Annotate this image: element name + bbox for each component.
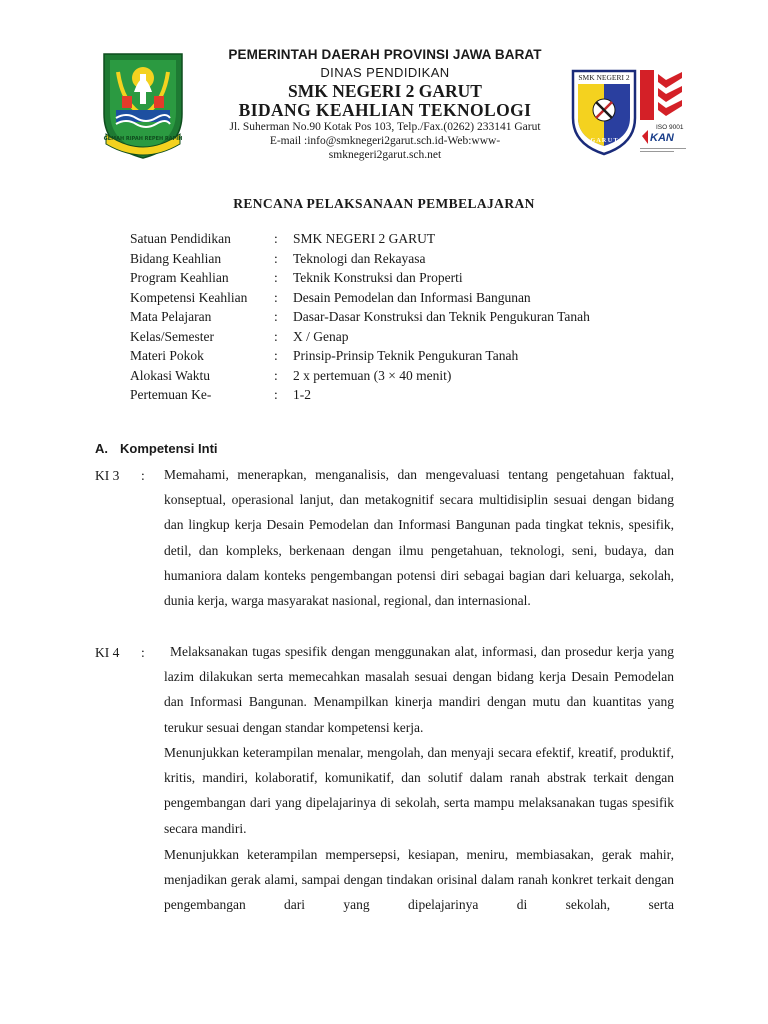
section-heading <box>95 441 218 456</box>
emblem-motto: GEMAH RIPAH REPEH RAPIH <box>103 136 183 142</box>
section-title: Kompetensi Inti <box>120 441 218 456</box>
government-name: PEMERINTAH DAERAH PROVINSI JAWA BARAT <box>228 47 542 62</box>
field-name: BIDANG KEAHLIAN TEKNOLOGI <box>238 100 532 120</box>
identity-label: Bidang Keahlian <box>130 250 222 266</box>
ki3-colon: : <box>141 468 145 483</box>
identity-colon: : <box>274 328 278 344</box>
identity-value: Teknik Konstruksi dan Properti <box>293 270 463 285</box>
department-name: DINAS PENDIDIKAN <box>320 65 450 80</box>
ki4-code: KI 4 <box>95 645 120 660</box>
identity-value: Teknologi dan Rekayasa <box>293 250 426 266</box>
identity-colon: : <box>274 387 278 402</box>
identity-colon: : <box>274 289 278 305</box>
jawa-barat-emblem-logo <box>96 48 190 160</box>
ki4-text-1: Melaksanakan tugas spesifik dengan menggunakan alat, informasi, dan prosedur kerja yang lazim dilakukan serta memecahkan masalah sesuai dengan bidang kerja Desain Pemodelan dan Informasi Bangunan. Menampilkan kinerja mandiri dengan mutu dan kuantitas yang terukur sesuai dengan standar kompetensi kerja. <box>164 644 674 735</box>
identity-colon: : <box>274 231 278 246</box>
school-crest-and-certification <box>570 68 686 156</box>
identity-value: 1-2 <box>293 387 311 402</box>
identity-value: SMK NEGERI 2 GARUT <box>293 231 436 246</box>
ki4-text-3: Menunjukkan keterampilan mempersepsi, kesiapan, meniru, membiasakan, gerak mahir, menjadikan gerak alami, sampai dengan tindakan orisinal dalam ranah konkret terkait dengan pengembangan dari yang dipelajarinya di sekolah, serta <box>164 847 674 913</box>
address-line-2: E-mail :info@smknegeri2garut.sch.id-Web:www- <box>269 135 501 147</box>
crest-bottom-text: G A R U T <box>590 138 618 144</box>
identity-colon: : <box>274 367 278 383</box>
identity-value: X / Genap <box>293 328 349 344</box>
school-name: SMK NEGERI 2 GARUT <box>288 81 482 101</box>
identity-value: Dasar-Dasar Konstruksi dan Teknik Pengukuran Tanah <box>293 309 590 324</box>
iso-label: ISO 9001 <box>656 124 684 131</box>
identity-label: Materi Pokok <box>130 348 204 363</box>
crest-top-text: SMK NEGERI 2 <box>578 73 630 82</box>
identity-label: Program Keahlian <box>130 270 229 285</box>
identity-value: Desain Pemodelan dan Informasi Bangunan <box>293 289 531 305</box>
identity-value: Prinsip-Prinsip Teknik Pengukuran Tanah <box>293 348 519 363</box>
identity-value: 2 x pertemuan (3 × 40 menit) <box>293 367 452 383</box>
identity-colon: : <box>274 348 278 363</box>
identity-colon: : <box>274 250 278 266</box>
identity-label: Satuan Pendidikan <box>130 231 231 246</box>
address-line-3: smknegeri2garut.sch.net <box>328 149 442 161</box>
document-title: RENCANA PELAKSANAAN PEMBELAJARAN <box>233 196 535 211</box>
ki3-text: Memahami, menerapkan, menganalisis, dan mengevaluasi tentang pengetahuan faktual, konseptual, operasional lanjut, dan metakognitif secara multidisiplin sesuai dengan bidang dan lingkup kerja Desain Pemodelan dan Informasi Bangunan pada tingkat teknis, spesifik, detil, dan kompleks, berkenaan dengan ilmu pengetahuan, teknologi, seni, budaya, dan humaniora dalam konteks pengembangan potensi diri sebagai bagian dari keluarga, sekolah, dunia kerja, warga masyarakat nasional, regional, dan internasional. <box>164 467 674 609</box>
identity-label: Kompetensi Keahlian <box>130 289 248 305</box>
address-line-1: Jl. Suherman No.90 Kotak Pos 103, Telp./Fax.(0262) 233141 Garut <box>229 121 541 133</box>
identity-label: Alokasi Waktu <box>130 367 211 383</box>
identity-colon: : <box>274 270 278 285</box>
ki4-text-2: Menunjukkan keterampilan menalar, mengolah, dan menyaji secara efektif, kreatif, produktif, kritis, mandiri, kolaboratif, komunikatif, dan solutif dalam ranah abstrak terkait dengan pengembangan dari yang dipelajarinya di sekolah, serta mampu melaksanakan tugas spesifik secara mandiri. <box>164 745 674 836</box>
identity-label: Pertemuan Ke- <box>130 387 212 402</box>
identity-colon: : <box>274 309 278 324</box>
ki4-colon: : <box>141 645 145 660</box>
identity-label: Kelas/Semester <box>130 328 214 344</box>
identity-label: Mata Pelajaran <box>130 309 212 324</box>
section-number: A. <box>95 441 108 456</box>
ki3-code: KI 3 <box>95 468 120 483</box>
kan-label: KAN <box>650 132 674 144</box>
